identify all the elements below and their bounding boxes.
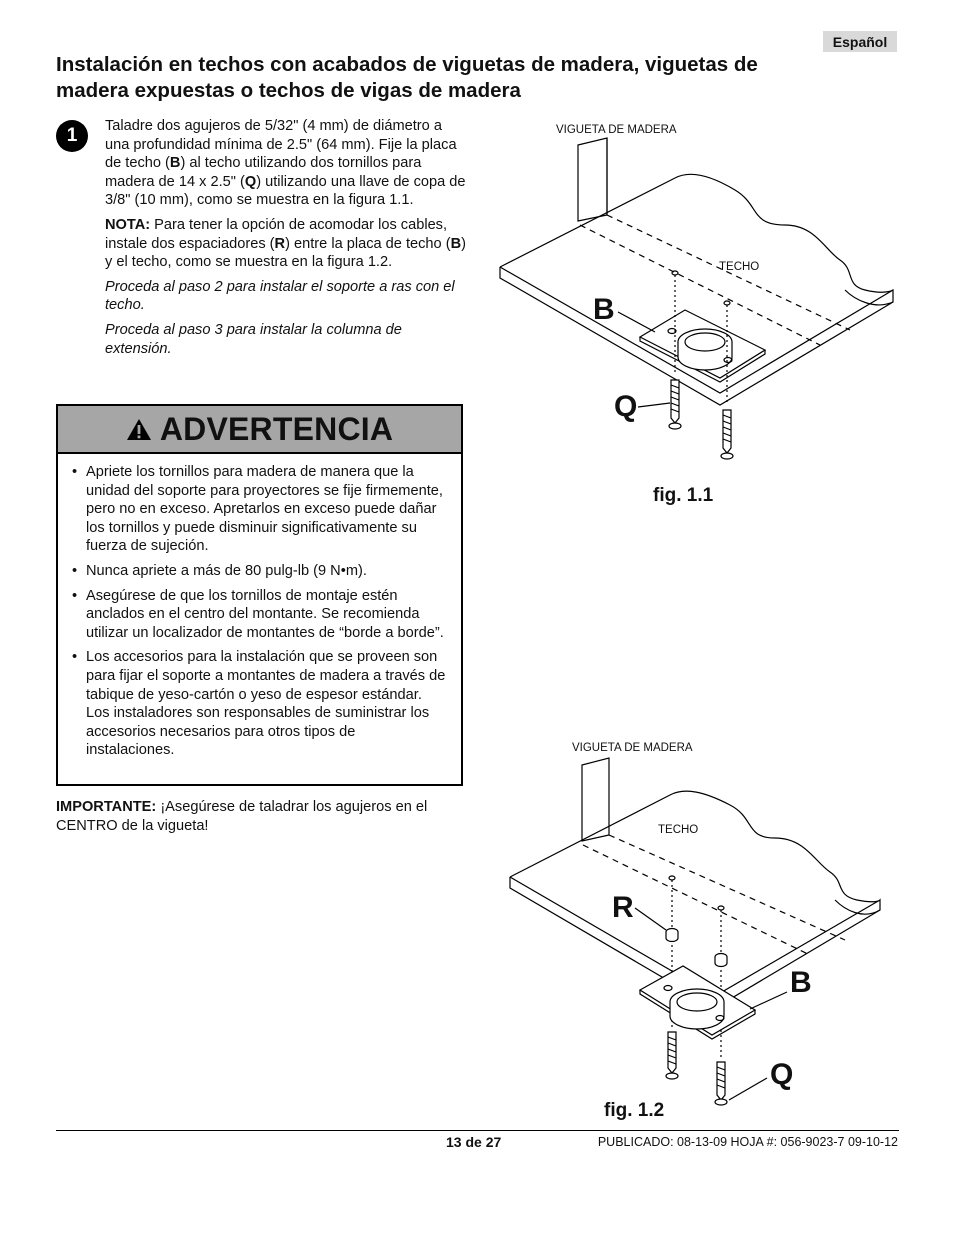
page-number: 13 de 27: [446, 1134, 502, 1150]
warning-item: • Apriete los tornillos para madera de manera que la unidad del soporte para proyectores se fije firmemente, pero no en exceso. Apretarlos en exceso puede dañar los tornillos y puede disminuir significativamente su fuerza de sujeción.: [86, 463, 447, 556]
warning-list: [58, 454, 461, 760]
warning-item: • Nunca apriete a más de 80 pulg-lb (9 N•m).: [86, 562, 447, 581]
warning-triangle-icon: [126, 418, 152, 441]
note-label: NOTA:: [105, 216, 151, 233]
figure-1-1-caption: fig. 1.1: [653, 485, 714, 506]
important-note: IMPORTANTE: ¡Asegúrese de taladrar los agujeros en el CENTRO de la vigueta!: [56, 799, 428, 834]
fig1-part-q-label: Q: [614, 390, 638, 423]
proceed-step-2: Proceda al paso 2 para instalar el soporte a ras con el techo.: [105, 278, 455, 314]
fig1-ceiling-label: TECHO: [719, 261, 760, 273]
fig2-part-q-label: Q: [770, 1058, 794, 1091]
figure-1-2-illustration: [505, 750, 900, 1115]
warning-item: • Los accesorios para la instalación que se proveen son para fijar el soporte a montantes de madera a través de tabique de yeso-cartón o yeso de espesor estándar. Los instaladores son responsables de suministrar los accesorios necesarios para otros tipos de instalaciones.: [86, 648, 447, 760]
publication-info: PUBLICADO: 08-13-09 HOJA #: 056-9023-7 09-10-12: [597, 1135, 898, 1149]
warning-header: [58, 406, 461, 454]
fig1-joist-label: VIGUETA DE MADERA: [556, 124, 677, 136]
step-number-badge: 1: [56, 120, 88, 152]
fig2-part-r-label: R: [612, 891, 634, 924]
fig2-joist-label: VIGUETA DE MADERA: [572, 742, 693, 754]
language-tag: Español: [823, 31, 897, 52]
figure-1-2-caption: fig. 1.2: [604, 1100, 665, 1121]
important-label: IMPORTANTE:: [56, 799, 157, 815]
warning-box: [56, 404, 463, 786]
warning-heading: ADVERTENCIA: [159, 410, 394, 447]
page-title: Instalación en techos con acabados de viguetas de madera, viguetas de madera expuestas o techos de vigas de madera: [56, 53, 758, 102]
footer-divider: [56, 1130, 899, 1131]
note-paragraph: NOTA: Para tener la opción de acomodar los cables, instale dos espaciadores (R) entre la placa de techo (B) y el techo, como se muestra en la figura 1.2.: [105, 216, 467, 271]
step-paragraph: Taladre dos agujeros de 5/32" (4 mm) de diámetro a una profundidad mínima de 2.5" (64 mm). Fije la placa de techo (B) al techo utilizando dos tornillos para madera de 14 x 2.5" (Q) utilizando una llave de copa de 3/8" (10 mm), como se muestra en la figura 1.1.: [105, 118, 466, 209]
fig1-part-b-label: B: [593, 293, 615, 326]
warning-item: • Asegúrese de que los tornillos de montaje estén anclados en el centro del montante. Se recomienda utilizar un localizador de montantes de “borde a borde”.: [86, 587, 447, 643]
fig2-ceiling-label: TECHO: [658, 824, 699, 836]
fig2-part-b-label: B: [790, 966, 812, 999]
proceed-step-3: Proceda al paso 3 para instalar la columna de extensión.: [105, 321, 402, 357]
figure-1-1-illustration: [495, 130, 900, 470]
step-instructions: [105, 117, 467, 364]
